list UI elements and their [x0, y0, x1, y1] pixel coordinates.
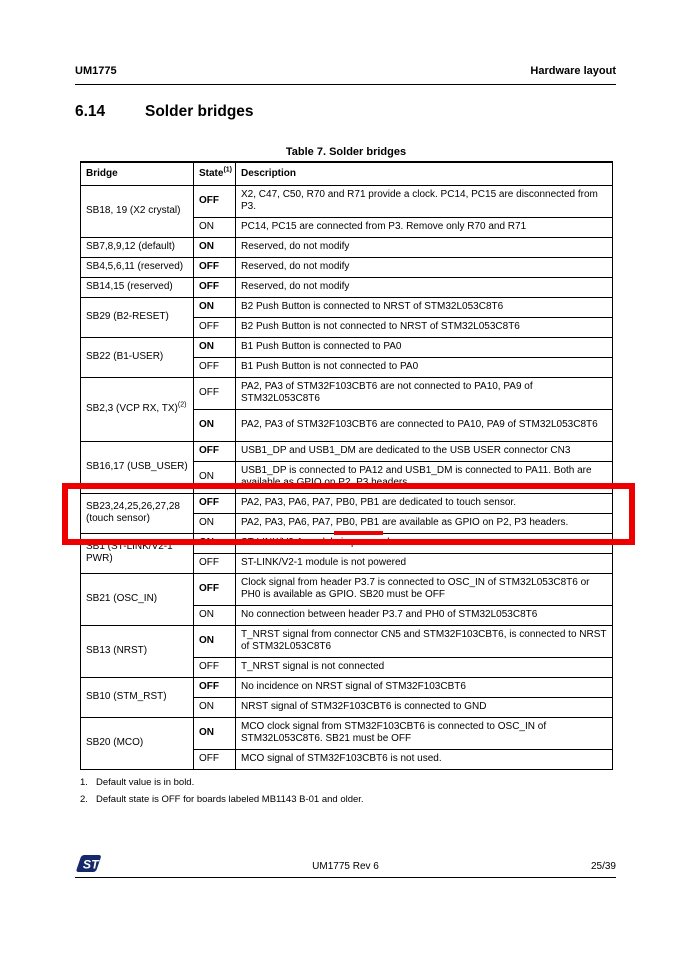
description-cell: T_NRST signal is not connected [236, 657, 613, 677]
footnote-text: Default value is in bold. [96, 776, 195, 788]
footnote-text: Default state is OFF for boards labeled MB1143 B-01 and older. [96, 793, 364, 805]
state-cell: ON [194, 625, 236, 657]
table-row [81, 573, 613, 605]
table-row [81, 297, 613, 317]
description-cell: Reserved, do not modify [236, 277, 613, 297]
description-cell: B2 Push Button is not connected to NRST of STM32L053C8T6 [236, 317, 613, 337]
description-cell: No connection between header P3.7 and PH0 of STM32L053C8T6 [236, 605, 613, 625]
bridge-cell: SB4,5,6,11 (reserved) [81, 257, 194, 277]
state-cell: ON [194, 697, 236, 717]
description-cell: B2 Push Button is connected to NRST of STM32L053C8T6 [236, 297, 613, 317]
description-cell: Clock signal from header P3.7 is connected to OSC_IN of STM32L053C8T6 or PH0 is available as GPIO. SB20 must be OFF [236, 573, 613, 605]
state-cell: OFF [194, 357, 236, 377]
bridge-cell: SB2,3 (VCP RX, TX)$^{(2)}$ [81, 377, 194, 441]
table-footnotes [80, 777, 612, 806]
bridge-cell: SB14,15 (reserved) [81, 277, 194, 297]
state-cell: ON [194, 533, 236, 553]
table-row [81, 493, 613, 513]
description-cell: PA2, PA3, PA6, PA7, PB0, PB1 are dedicated to touch sensor. [236, 493, 613, 513]
description-cell: PA2, PA3 of STM32F103CBT6 are not connected to PA10, PA9 of STM32L053C8T6 [236, 377, 613, 409]
description-cell: T_NRST signal from connector CN5 and STM32F103CBT6, is connected to NRST of STM32L053C8T6 [236, 625, 613, 657]
description-cell: Reserved, do not modify [236, 257, 613, 277]
state-cell: OFF [194, 657, 236, 677]
table-row [81, 717, 613, 749]
column-header-bridge: Bridge [81, 162, 194, 185]
table-row [81, 337, 613, 357]
description-cell: NRST signal of STM32F103CBT6 is connected to GND [236, 697, 613, 717]
description-cell: ST-LINK/V2-1 module is not powered [236, 553, 613, 573]
footnote-1 [80, 777, 612, 789]
bridge-cell: SB22 (B1-USER) [81, 337, 194, 377]
bridge-cell: SB10 (STM_RST) [81, 677, 194, 717]
table-row [81, 277, 613, 297]
state-cell: ON [194, 337, 236, 357]
table-body [81, 185, 613, 769]
table-row [81, 377, 613, 409]
description-cell: PA2, PA3 of STM32F103CBT6 are connected to PA10, PA9 of STM32L053C8T6 [236, 409, 613, 441]
state-cell: OFF [194, 441, 236, 461]
state-cell: OFF [194, 317, 236, 337]
state-cell: OFF [194, 377, 236, 409]
bridge-cell: SB29 (B2-RESET) [81, 297, 194, 337]
state-cell: OFF [194, 677, 236, 697]
description-cell: USB1_DP is connected to PA12 and USB1_DM is connected to PA11. Both are available as GPIO on P2, P3 headers. [236, 461, 613, 493]
description-cell: USB1_DP and USB1_DM are dedicated to the USB USER connector CN3 [236, 441, 613, 461]
table-row [81, 625, 613, 657]
running-header [75, 65, 616, 77]
footnote-ref-2: (2) [177, 401, 187, 409]
description-cell: B1 Push Button is connected to PA0 [236, 337, 613, 357]
state-cell: ON [194, 217, 236, 237]
footnote-number: 2. [80, 793, 88, 805]
state-cell: OFF [194, 573, 236, 605]
state-cell: ON [194, 513, 236, 533]
table-row [81, 533, 613, 553]
footnote-ref-1: (1) [223, 166, 233, 174]
state-cell: OFF [194, 185, 236, 217]
section-heading [75, 103, 254, 121]
description-cell: ST-LINK/V2-1 module is powered [236, 533, 613, 553]
state-cell: ON [194, 237, 236, 257]
bridge-cell: SB13 (NRST) [81, 625, 194, 677]
bridge-cell: SB21 (OSC_IN) [81, 573, 194, 625]
table-caption: Table 7. Solder bridges [285, 146, 407, 158]
header-doc-id: UM1775 [75, 65, 117, 77]
state-cell: ON [194, 605, 236, 625]
section-number: 6.14 [75, 103, 106, 120]
underlined-text: PB0, PB1 [335, 516, 380, 528]
description-cell: B1 Push Button is not connected to PA0 [236, 357, 613, 377]
bridge-cell: SB16,17 (USB_USER) [81, 441, 194, 493]
description-cell: No incidence on NRST signal of STM32F103CBT6 [236, 677, 613, 697]
header-chapter-title: Hardware layout [530, 65, 616, 77]
footnote-2 [80, 794, 612, 806]
table-row [81, 257, 613, 277]
state-cell: ON [194, 717, 236, 749]
state-cell: OFF [194, 749, 236, 769]
table-wrap [80, 161, 612, 811]
description-cell: Reserved, do not modify [236, 237, 613, 257]
column-header-description: Description [236, 162, 613, 185]
state-cell: OFF [194, 257, 236, 277]
table-row [81, 185, 613, 217]
description-cell: X2, C47, C50, R70 and R71 provide a clock. PC14, PC15 are disconnected from P3. [236, 185, 613, 217]
bridge-cell: SB23,24,25,26,27,28 (touch sensor) [81, 493, 194, 533]
description-cell: PC14, PC15 are connected from P3. Remove only R70 and R71 [236, 217, 613, 237]
description-cell: PA2, PA3, PA6, PA7, PB0, PB1 are available as GPIO on P2, P3 headers. [236, 513, 613, 533]
svg-text:ST: ST [82, 857, 99, 872]
solder-bridges-table [80, 161, 613, 770]
state-cell: OFF [194, 277, 236, 297]
description-cell: MCO clock signal from STM32F103CBT6 is connected to OSC_IN of STM32L053C8T6. SB21 must be OFF [236, 717, 613, 749]
state-cell: OFF [194, 493, 236, 513]
table-header-row [81, 162, 613, 185]
footer-doc-rev: UM1775 Rev 6 [312, 861, 379, 872]
state-cell: ON [194, 461, 236, 493]
section-title: Solder bridges [145, 103, 254, 120]
description-cell: MCO signal of STM32F103CBT6 is not used. [236, 749, 613, 769]
bridge-cell: SB20 (MCO) [81, 717, 194, 769]
bridge-cell: SB1 (ST-LINK/V2-1 PWR) [81, 533, 194, 573]
bridge-cell: SB18, 19 (X2 crystal) [81, 185, 194, 237]
state-cell: OFF [194, 553, 236, 573]
footer-rule [75, 877, 616, 878]
column-header-state: State$^{(1)}$ [194, 162, 236, 185]
table-row [81, 441, 613, 461]
footnote-number: 1. [80, 776, 88, 788]
table-row [81, 237, 613, 257]
header-rule [75, 84, 616, 85]
footer-page-number: 25/39 [590, 861, 616, 872]
table-row [81, 677, 613, 697]
state-cell: ON [194, 409, 236, 441]
state-cell: ON [194, 297, 236, 317]
bridge-cell: SB7,8,9,12 (default) [81, 237, 194, 257]
